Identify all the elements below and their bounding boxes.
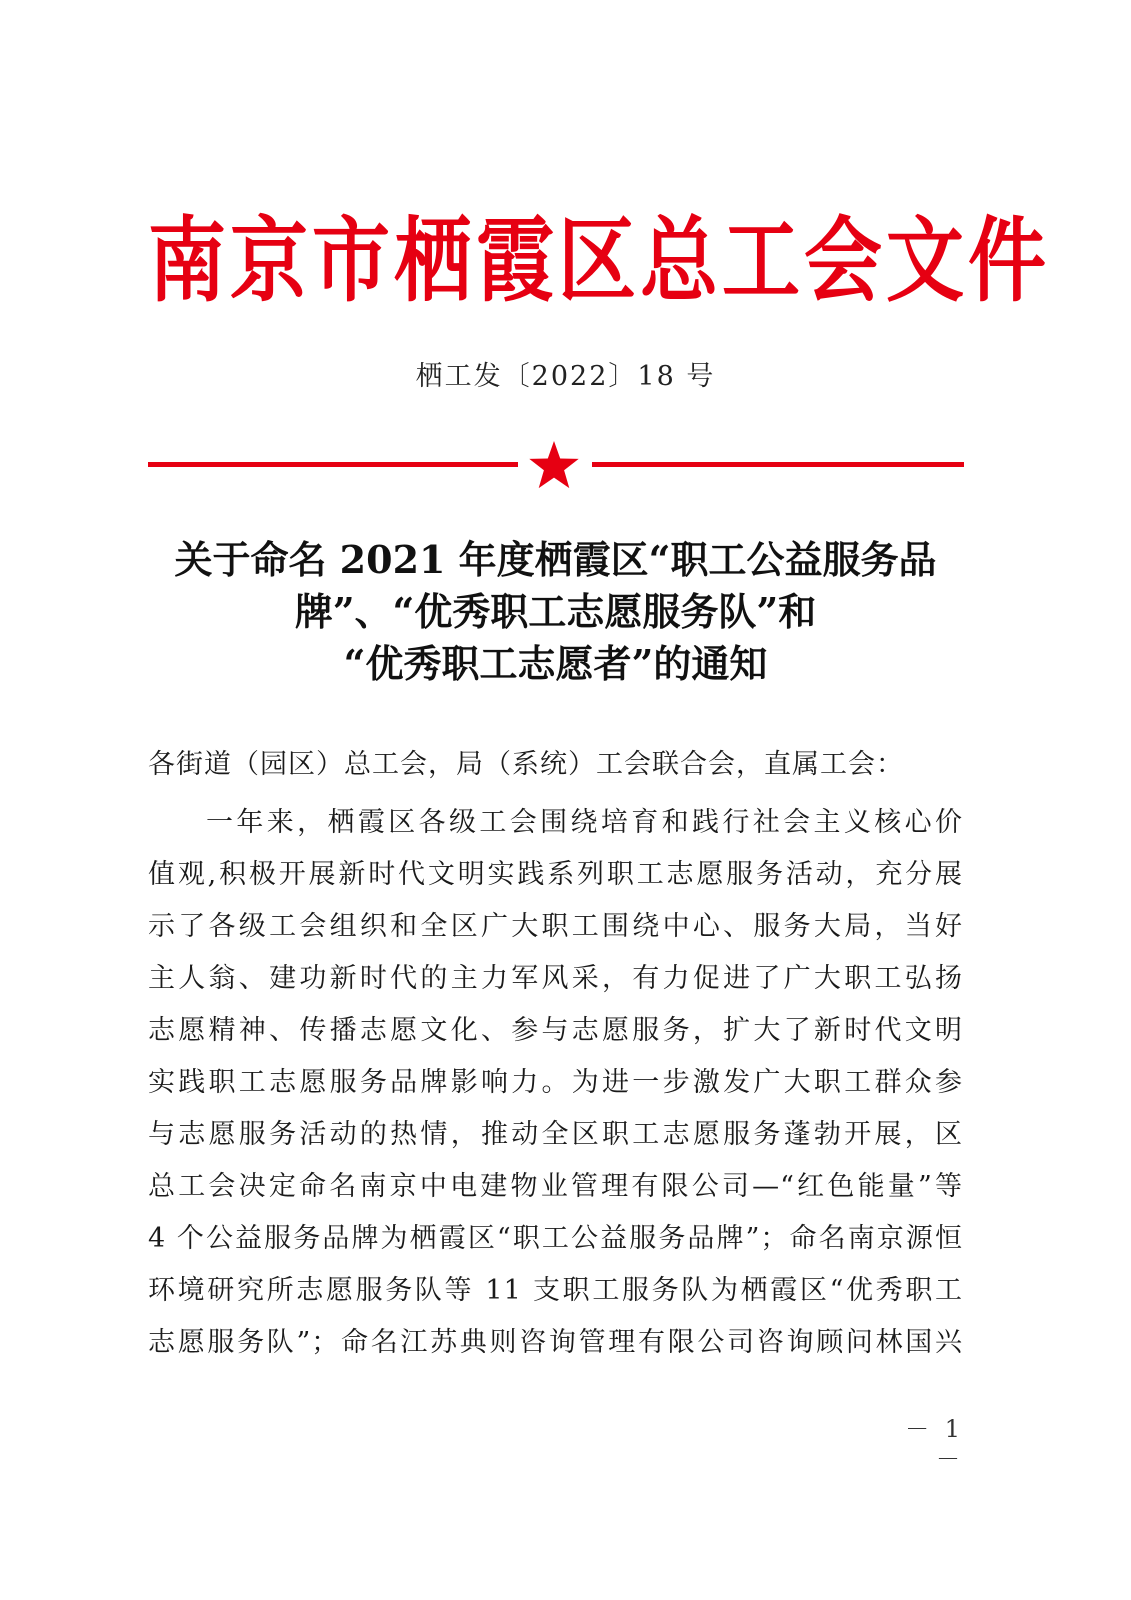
title-line: 牌”、“优秀职工志愿服务队”和 xyxy=(294,589,817,634)
star-icon xyxy=(528,440,580,490)
body-line: 主人翁、建功新时代的主力军风采，有力促进了广大职工弘扬 xyxy=(148,963,963,994)
body-line: 环境研究所志愿服务队等 11 支职工服务队为栖霞区“优秀职工 xyxy=(148,1275,963,1306)
body-line: 志愿服务队”；命名江苏典则咨询管理有限公司咨询顾问林国兴 xyxy=(148,1327,963,1358)
title-line: “优秀职工志愿者”的通知 xyxy=(343,641,768,686)
body-line: 一年来，栖霞区各级工会围绕培育和践行社会主义核心价 xyxy=(206,807,963,838)
title-line: 关于命名 2021 年度栖霞区“职工公益服务品 xyxy=(174,537,937,582)
separator-line-left xyxy=(148,462,518,467)
salutation: 各街道（园区）总工会，局（系统）工会联合会，直属工会： xyxy=(148,749,904,780)
body-line: 实践职工志愿服务品牌影响力。为进一步激发广大职工群众参 xyxy=(148,1067,963,1098)
body-line: 总工会决定命名南京中电建物业管理有限公司—“红色能量”等 xyxy=(148,1171,963,1202)
page-number: － 1 － xyxy=(905,1415,964,1473)
body-line: 值观,积极开展新时代文明实践系列职工志愿服务活动，充分展 xyxy=(148,859,963,890)
body-line: 与志愿服务活动的热情，推动全区职工志愿服务蓬勃开展，区 xyxy=(148,1119,963,1150)
body-line: 4 个公益服务品牌为栖霞区“职工公益服务品牌”；命名南京源恒 xyxy=(148,1223,963,1254)
document-number: 栖工发〔2022〕18 号 xyxy=(415,361,716,392)
separator-line-right xyxy=(592,462,964,467)
masthead-title: 南京市栖霞区总工会文件 xyxy=(148,207,1051,316)
notice-title xyxy=(148,534,963,690)
body-line: 示了各级工会组织和全区广大职工围绕中心、服务大局，当好 xyxy=(148,911,963,942)
body-paragraph xyxy=(148,797,963,1369)
body-line: 志愿精神、传播志愿文化、参与志愿服务，扩大了新时代文明 xyxy=(148,1015,963,1046)
